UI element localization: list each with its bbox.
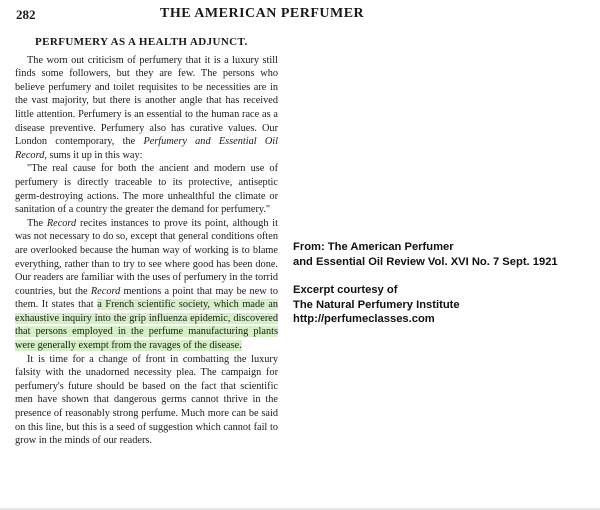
article-column [15,36,278,448]
paragraph-2 [15,217,278,353]
page-header [0,4,600,24]
quote-paragraph: "The real cause for both the ancient and modern use of perfumery is directly traceable to its protective, antiseptic germ-destroying actions. The more unhealthful the climate or sanitation of a country the greater the demand for perfumery." [15,163,278,216]
source-line-1: From: The American Perfumer [293,241,454,253]
paragraph-1 [15,54,278,163]
publication-name: Perfumery and Essential Oil Record, [15,136,278,161]
paragraph-3: It is time for a change of front in combatting the luxury falsity with the unadorned necessity plea. The campaign for perfumery's future should be based on the fact that scientific men have shown that dangerous germs cannot thrive in the presence of reasonably strong perfume. Much more can be said on this line, but this is a seed of suggestion which cannot fail to grow in the minds of our readers. [15,353,278,447]
source-line-2: and Essential Oil Review Vol. XVI No. 7 Sept. 1921 [293,255,558,268]
record-name: Record [46,217,77,229]
journal-title: THE AMERICAN PERFUMER [160,6,365,21]
paragraph-2-mid2: mentions a point that may be new to them. It states that [15,285,278,311]
record-name-2: Record [90,285,121,297]
courtesy-line-2: The Natural Perfumery Institute [293,298,460,311]
courtesy-url[interactable]: http://perfumeclasses.com [293,313,435,325]
page-number: 282 [16,7,36,22]
paragraph-2-start: The [27,217,44,229]
article-headline: PERFUMERY AS A HEALTH ADJUNCT. [35,36,248,48]
courtesy-line-1: Excerpt courtesy of [293,284,398,296]
source-note [293,240,593,327]
paragraph-2-mid: recites instances to prove its point, although it was not necessary to do so, except that general conditions often are overlooked because the human way of working is to blame everything, rather than to try to see where good has been done. Our readers are familiar with the uses of perfumery in the torrid countries, but the [15,217,279,297]
paragraph-1-end: sums it up in this way: [49,149,143,161]
paragraph-1-text: The worn out criticism of perfumery that it is a luxury still finds some followers, but they are few. The persons who believe perfumery and toilet requisites to be necessities are in the vast majority, but there is another angle that has received little attention. Perfumery is an essential to the human race as a disease preventive. Perfumery also has curative values. Our London contemporary, the [15,54,278,148]
highlighted-passage: a French scientific society, which made an exhaustive inquiry into the grip influenza epidemic, discovered that persons employed in the perfume manufacturing plants were generally exempt from the ravages of the disease. [15,299,278,352]
